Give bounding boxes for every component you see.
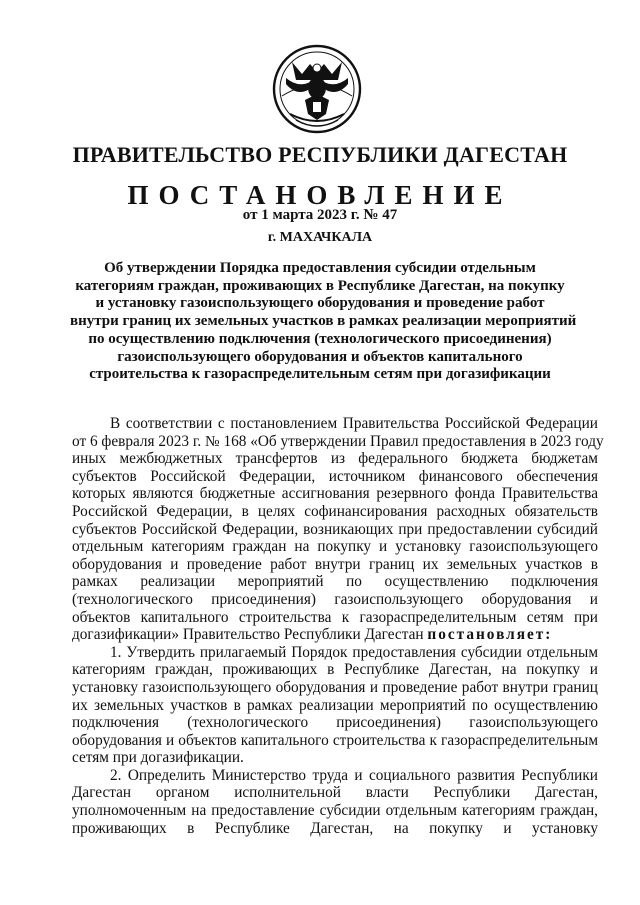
text-line: отдельным категориям граждан на покупку и установку газоиспользующего bbox=[72, 538, 598, 556]
text-line: субъектов Российской Федерации, возникающих при предоставлении субсидий bbox=[72, 520, 598, 538]
text-line: проживающих в Республике Дагестан, на покупку и установку bbox=[72, 819, 598, 837]
decree-body bbox=[72, 415, 604, 837]
text-line: Российской Федерации, в целях софинансирования расходных обязательств bbox=[72, 502, 598, 520]
text-line: сетям при догазификации. bbox=[72, 749, 244, 767]
text-line: 1. Утвердить прилагаемый Порядок предоставления субсидии отдельным bbox=[110, 643, 598, 661]
text-line: объектов капитального строительства к газораспределительным сетям при bbox=[72, 608, 598, 626]
text-line: иных межбюджетных трансфертов из федерального бюджета бюджетам bbox=[72, 450, 598, 468]
text-line: рамках реализации мероприятий по осуществлению подключения bbox=[72, 573, 598, 591]
document-city: г. МАХАЧКАЛА bbox=[267, 230, 373, 245]
text-line: оборудования и проведение работ внутри границ их земельных участков в bbox=[72, 555, 598, 573]
decree-word: постановляет: bbox=[427, 626, 553, 644]
subject-line: строительства к газораспределительным сетям при догазификации bbox=[89, 366, 551, 383]
document-date-number: от 1 марта 2023 г. № 47 bbox=[242, 207, 398, 223]
preamble-paragraph bbox=[72, 415, 604, 644]
subject-line: газоиспользующего оборудования и объектов капитального bbox=[117, 348, 523, 365]
text-line: В соответствии с постановлением Правительства Российской Федерации bbox=[110, 415, 598, 432]
text-line: Дагестан органом исполнительной власти Республики Дагестан, bbox=[72, 784, 598, 802]
subject-line: по осуществлению подключения (технологического присоединения) bbox=[88, 330, 552, 347]
subject-line: и установку газоиспользующего оборудования и проведение работ bbox=[95, 295, 545, 312]
text-line: их земельных участков в рамках реализации мероприятий по осуществлению bbox=[72, 696, 598, 714]
text-line bbox=[72, 626, 598, 644]
decree-subject bbox=[70, 260, 577, 384]
dagestan-coat-of-arms-icon bbox=[272, 44, 362, 134]
text-line: уполномоченным на предоставление субсидии отдельным категориям граждан, bbox=[72, 802, 598, 820]
text-line: оборудования и объектов капитального строительства к газораспределительным bbox=[72, 731, 598, 749]
government-title: ПРАВИТЕЛЬСТВО РЕСПУБЛИКИ ДАГЕСТАН bbox=[72, 142, 568, 167]
text-line: от 6 февраля 2023 г. № 168 «Об утверждении Правил предоставления в 2023 году bbox=[72, 432, 604, 450]
text-line: установку газоиспользующего оборудования и проведение работ внутри границ bbox=[72, 678, 598, 696]
text-line: подключения (технологического присоединения) газоиспользующего bbox=[72, 714, 598, 732]
text-line: 2. Определить Министерство труда и социального развития Республики bbox=[110, 766, 598, 784]
item-2-paragraph bbox=[72, 767, 598, 837]
subject-line: Об утверждении Порядка предоставления субсидии отдельным bbox=[104, 260, 536, 276]
text-line: субъектов Российской Федерации, источником финансового обеспечения bbox=[72, 467, 598, 485]
text-line: категориям граждан, проживающих в Республике Дагестан, на покупку и bbox=[72, 661, 598, 679]
text-line: (технологического присоединения) газоиспользующего оборудования и bbox=[72, 590, 598, 608]
subject-line: внутри границ их земельных участков в рамках реализации мероприятий bbox=[70, 313, 577, 330]
item-1-paragraph bbox=[72, 644, 598, 767]
subject-line: категориям граждан, проживающих в Республике Дагестан, на покупку bbox=[75, 277, 565, 294]
document-type: ПОСТАНОВЛЕНИЕ bbox=[127, 180, 513, 210]
preamble-final-text: догазификации» Правительство Республики Дагестан bbox=[72, 626, 424, 644]
text-line: которых являются бюджетные ассигнования резервного фонда Правительства bbox=[72, 485, 598, 503]
